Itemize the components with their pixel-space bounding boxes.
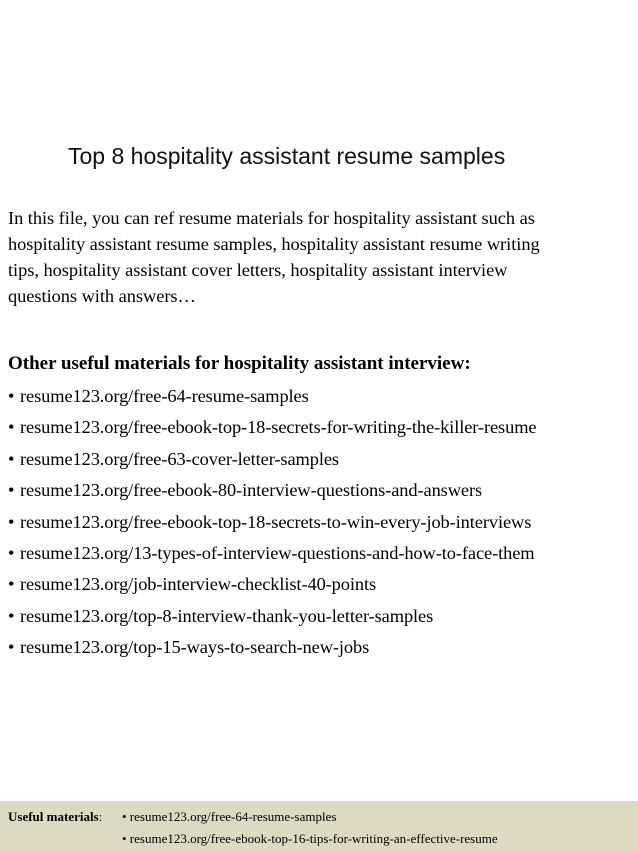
intro-line: hospitality assistant resume samples, hospitality assistant resume writing: [8, 234, 540, 254]
footer-link[interactable]: • resume123.org/free-64-resume-samples: [122, 809, 337, 824]
materials-link[interactable]: resume123.org/free-63-cover-letter-samples: [20, 448, 339, 469]
bullet-icon: •: [8, 448, 15, 469]
list-item: [8, 538, 634, 569]
intro-line: questions with answers…: [8, 286, 196, 306]
intro-line: In this file, you can ref resume materials for hospitality assistant such as: [8, 208, 535, 228]
bullet-icon: •: [8, 511, 15, 532]
materials-link[interactable]: resume123.org/free-ebook-top-18-secrets-for-writing-the-killer-resume: [20, 417, 537, 438]
footer-label: [8, 808, 102, 826]
list-item: [8, 507, 634, 538]
list-item: [8, 381, 634, 412]
materials-link[interactable]: resume123.org/free-ebook-80-interview-questions-and-answers: [20, 480, 483, 501]
materials-heading: Other useful materials for hospitality assistant interview:: [8, 353, 471, 374]
footer-label-text: Useful materials: [8, 809, 99, 824]
bullet-icon: •: [8, 543, 15, 564]
list-item: [8, 475, 634, 506]
intro-line: tips, hospitality assistant cover letters, hospitality assistant interview: [8, 260, 508, 280]
footer-bar: [0, 801, 638, 851]
materials-link[interactable]: resume123.org/free-ebook-top-18-secrets-to-win-every-job-interviews: [20, 511, 532, 532]
page-title: Top 8 hospitality assistant resume samples: [68, 143, 506, 169]
footer-link[interactable]: • resume123.org/free-ebook-top-16-tips-for-writing-an-effective-resume: [122, 831, 498, 846]
materials-link[interactable]: resume123.org/job-interview-checklist-40-points: [20, 574, 377, 595]
materials-link[interactable]: resume123.org/13-types-of-interview-questions-and-how-to-face-them: [20, 543, 535, 564]
intro-paragraph: [8, 205, 632, 309]
list-item: [8, 569, 634, 600]
list-item: [8, 632, 634, 663]
bullet-icon: •: [8, 574, 15, 595]
list-item: [8, 601, 634, 632]
materials-link[interactable]: resume123.org/top-8-interview-thank-you-letter-samples: [20, 605, 434, 626]
materials-link[interactable]: resume123.org/free-64-resume-samples: [20, 386, 309, 406]
materials-link[interactable]: resume123.org/top-15-ways-to-search-new-jobs: [20, 637, 370, 658]
bullet-icon: •: [8, 386, 15, 406]
bullet-icon: •: [8, 637, 15, 658]
footer-label-separator: :: [98, 809, 103, 824]
materials-link-list: [8, 381, 634, 664]
bullet-icon: •: [8, 417, 15, 438]
bullet-icon: •: [8, 480, 15, 501]
bullet-icon: •: [8, 605, 15, 626]
list-item: [8, 444, 634, 475]
list-item: [8, 412, 634, 443]
